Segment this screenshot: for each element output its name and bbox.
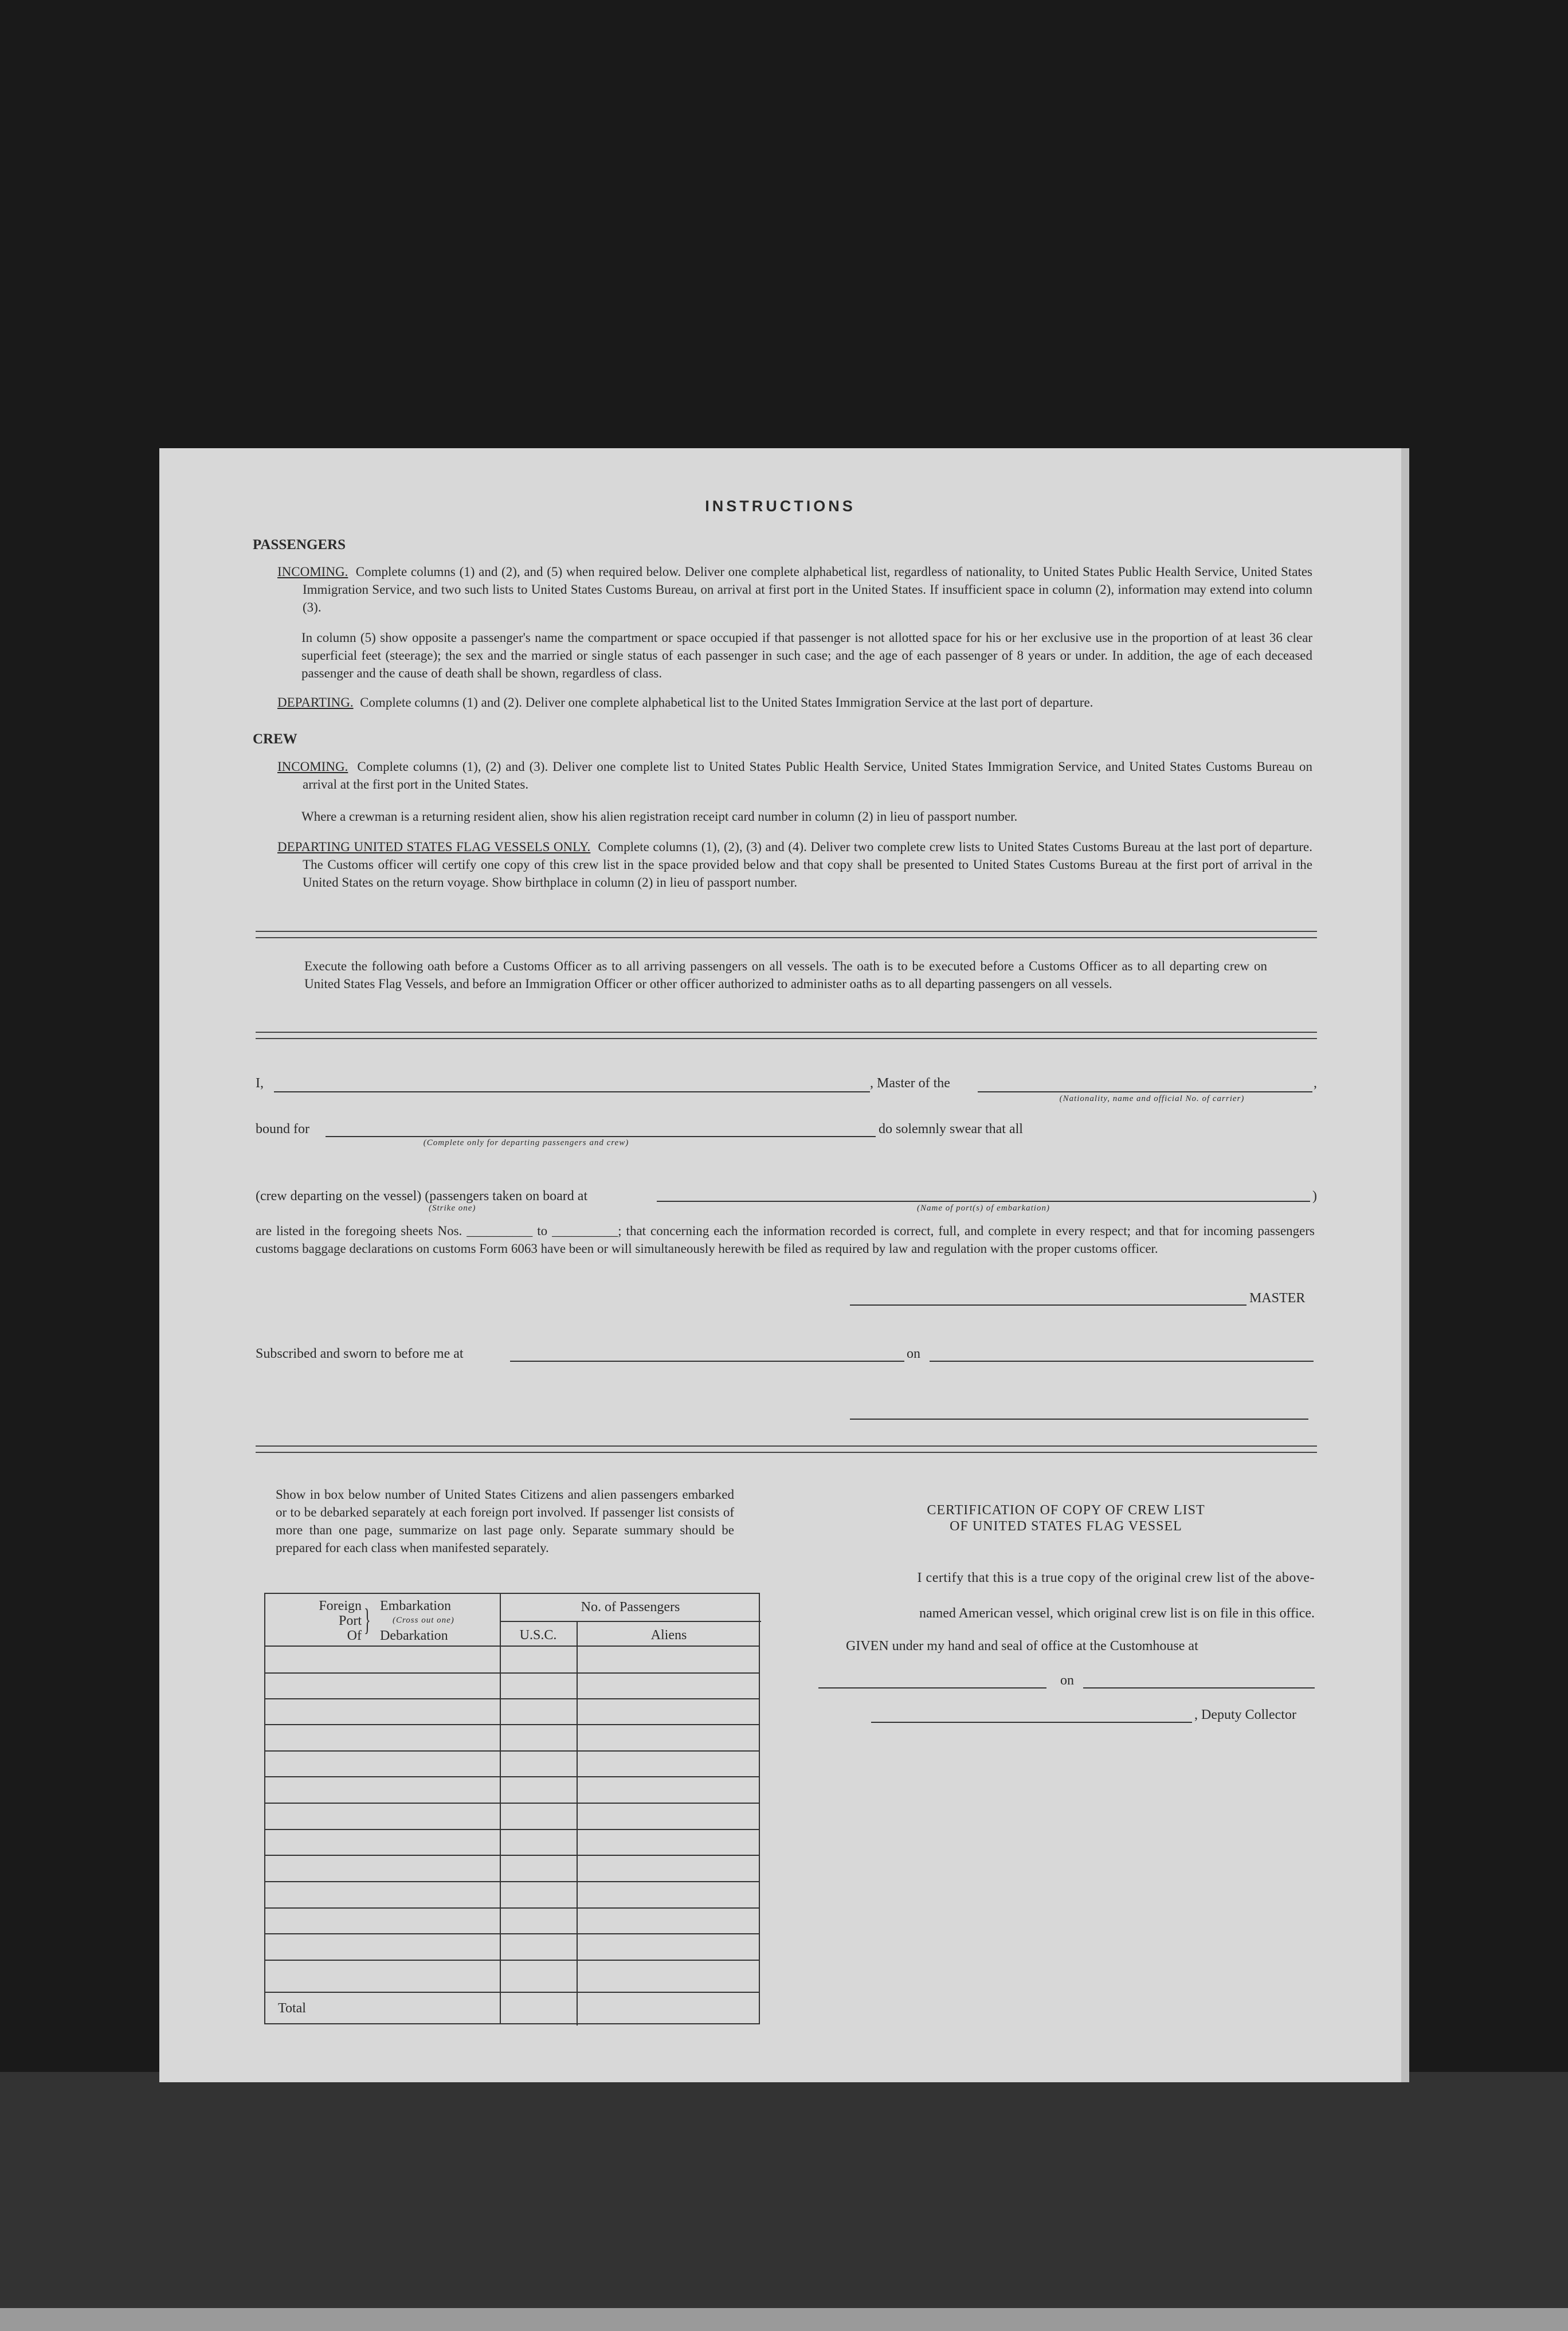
master-label: MASTER xyxy=(1249,1291,1306,1306)
certification-title-2: OF UNITED STATES FLAG VESSEL xyxy=(950,1519,1182,1534)
certify-date-field[interactable] xyxy=(1083,1687,1315,1688)
given-line: GIVEN under my hand and seal of office at the Customhouse at xyxy=(846,1639,1198,1654)
total-label: Total xyxy=(278,2001,306,2016)
oath-comma: , xyxy=(1314,1076,1317,1091)
solemnly-label: do solemnly swear that all xyxy=(879,1122,1023,1137)
officer-signature-field[interactable] xyxy=(850,1419,1308,1420)
port-label: Port xyxy=(338,1613,362,1628)
aliens-header: Aliens xyxy=(650,1628,687,1643)
master-of-label: , Master of the xyxy=(870,1076,950,1091)
bound-for-field[interactable] xyxy=(326,1136,876,1137)
instructions-title: INSTRUCTIONS xyxy=(705,497,856,515)
summary-instruction: Show in box below number of United States Citizens and alien passengers embarked or to be debarked separately at each foreign port involved. If passenger list consists of more than one page, summarize on last page only. Separate summary should be prepared for each class when manifested separately. xyxy=(276,1487,734,1555)
departing-crew-text: Complete columns (1), (2), (3) and (4). Deliver two complete crew lists to United States Customs Bureau at the last port of departure. The Customs officer will certify one copy of this crew list in the space provided below and that copy shall be presented to United States Customs Bureau at the first port of arrival in the United States on the return voyage. Show birthplace in column (2) in lieu of passport number. xyxy=(303,840,1313,890)
master-name-field[interactable] xyxy=(274,1091,870,1092)
incoming-passengers-text: Complete columns (1) and (2), and (5) when required below. Deliver one complete alphabetical list, regardless of nationality, to United States Public Health Service, United States Immigration Service, and two such lists to United States Customs Bureau, on arrival at first port in the United States. If insufficient space in column (2), information may extend into column (3). xyxy=(303,565,1312,614)
listed-paragraph: are listed in the foregoing sheets Nos. __________ to __________; that concerning each the information recorded is correct, full, and complete in every respect; and that for incoming passengers customs baggage declarations on customs Form 6063 have been or will simultaneously herewith be filed as required by law and regulation with the proper customs officer. xyxy=(256,1224,1315,1256)
crewman-paragraph: Where a crewman is a returning resident alien, show his alien registration receipt card number in column (2) in lieu of passport number. xyxy=(301,809,1018,824)
oath-instruction: Execute the following oath before a Customs Officer as to all arriving passengers on all vessels. The oath is to be executed before a Customs Officer as to all departing crew on United States Flag Vessels, and before an Immigration Officer or other officer authorized to administer oaths as to all departing passengers on all vessels. xyxy=(304,959,1267,991)
crew-heading: CREW xyxy=(253,731,297,747)
oath-i-label: I, xyxy=(256,1076,264,1091)
of-label: Of xyxy=(347,1628,362,1643)
close-paren: ) xyxy=(1312,1189,1317,1204)
ports-caption: (Name of port(s) of embarkation) xyxy=(917,1204,1050,1213)
right-brace: } xyxy=(364,1603,371,1637)
divider-3 xyxy=(256,1445,1317,1453)
incoming-crew-paragraph xyxy=(277,758,1312,793)
deputy-collector-label: , Deputy Collector xyxy=(1194,1707,1296,1722)
divider-1 xyxy=(256,931,1317,938)
complete-caption: (Complete only for departing passengers and crew) xyxy=(423,1138,629,1147)
sworn-on-label: on xyxy=(907,1346,920,1361)
page-edge xyxy=(1401,448,1409,2082)
master-signature-field[interactable] xyxy=(850,1304,1246,1306)
sworn-date-field[interactable] xyxy=(930,1361,1314,1362)
subscribed-label: Subscribed and sworn to before me at xyxy=(256,1346,464,1361)
departing-passengers-paragraph xyxy=(277,694,1312,711)
certify-line-2: named American vessel, which original crew list is on file in this office. xyxy=(919,1606,1315,1621)
film-border-bottom xyxy=(0,2072,1568,2331)
customhouse-place-field[interactable] xyxy=(818,1687,1046,1688)
form-page xyxy=(159,448,1401,2082)
certification-title-1: CERTIFICATION OF COPY OF CREW LIST xyxy=(927,1503,1205,1518)
incoming-crew-lead: INCOMING. xyxy=(277,759,348,774)
embarkation-label: Embarkation xyxy=(380,1599,451,1613)
strike-caption: (Strike one) xyxy=(429,1204,476,1213)
departing-crew-paragraph xyxy=(277,838,1312,891)
cross-out-caption: (Cross out one) xyxy=(393,1616,454,1625)
passengers-heading: PASSENGERS xyxy=(253,537,346,553)
departing-passengers-text: Complete columns (1) and (2). Deliver one complete alphabetical list to the United States Immigration Service at the last port of departure. xyxy=(360,695,1093,710)
deputy-signature-field[interactable] xyxy=(871,1722,1192,1723)
certify-line-1: I certify that this is a true copy of the original crew list of the above- xyxy=(917,1570,1315,1585)
certify-on-label: on xyxy=(1060,1673,1074,1688)
sworn-place-field[interactable] xyxy=(510,1361,904,1362)
nationality-caption: (Nationality, name and official No. of carrier) xyxy=(1059,1094,1245,1103)
departing-crew-lead: DEPARTING UNITED STATES FLAG VESSELS ONLY. xyxy=(277,840,591,854)
embarkation-ports-field[interactable] xyxy=(657,1201,1310,1202)
debarkation-label: Debarkation xyxy=(380,1628,448,1643)
crew-departing-label: (crew departing on the vessel) (passengers taken on board at xyxy=(256,1189,588,1204)
departing-passengers-lead: DEPARTING. xyxy=(277,695,354,710)
usc-header: U.S.C. xyxy=(519,1628,557,1643)
carrier-field[interactable] xyxy=(978,1091,1312,1092)
film-strip xyxy=(0,2308,1568,2331)
bound-for-label: bound for xyxy=(256,1122,309,1137)
passenger-summary-table xyxy=(264,1593,760,2024)
incoming-crew-text: Complete columns (1), (2) and (3). Deliver one complete list to United States Public Health Service, United States Immigration Service, and United States Customs Bureau on arrival at the first port in the United States. xyxy=(303,759,1312,792)
incoming-passengers-paragraph xyxy=(277,563,1312,616)
foreign-label: Foreign xyxy=(319,1599,362,1613)
incoming-passengers-lead: INCOMING. xyxy=(277,565,348,579)
column5-paragraph: In column (5) show opposite a passenger's name the compartment or space occupied if that passenger is not allotted space for his or her exclusive use in the proportion of at least 36 clear superficial feet (steerage); the sex and the married or single status of each passenger in such case; and the age of each passenger of 8 years or under. In addition, the age of each deceased passenger and the cause of death shall be shown, regardless of class. xyxy=(301,630,1312,680)
divider-2 xyxy=(256,1032,1317,1039)
no-passengers-header: No. of Passengers xyxy=(581,1600,680,1615)
